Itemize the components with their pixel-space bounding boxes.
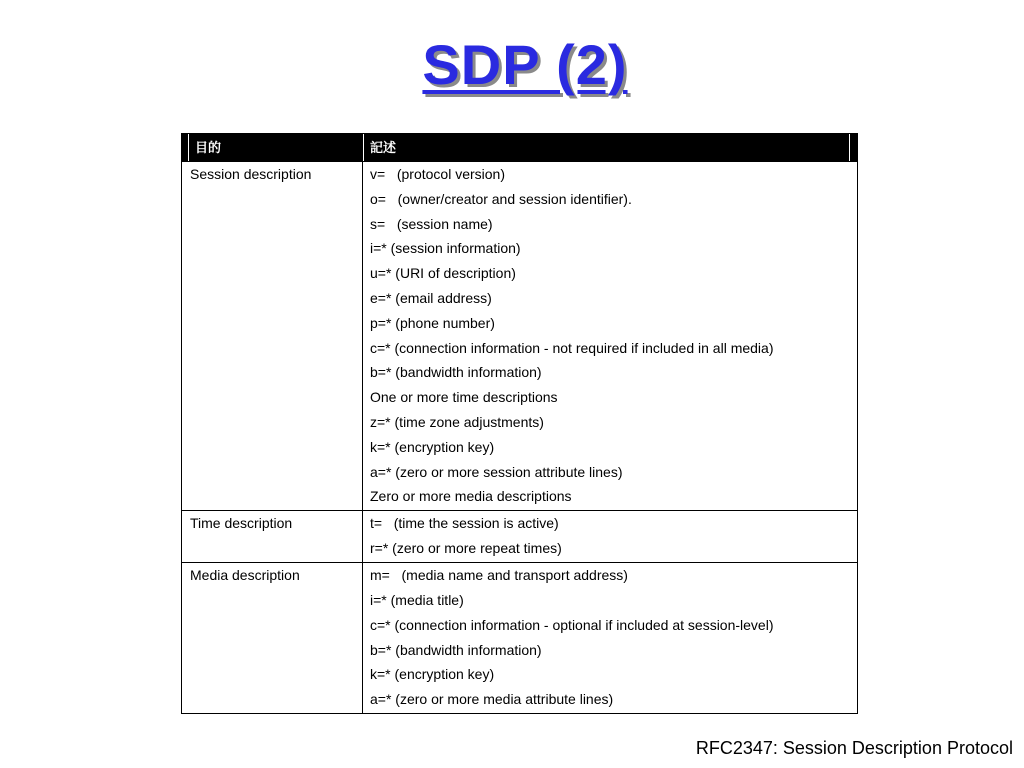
description-line: k=* (encryption key) (370, 438, 495, 455)
description-line: m= (media name and transport address) (370, 567, 628, 584)
table-body (182, 162, 857, 713)
description-line: c=* (connection information - optional if included at session-level) (370, 616, 774, 633)
table-header (182, 134, 857, 162)
description-line: a=* (zero or more session attribute lines) (370, 463, 623, 480)
description-line: b=* (bandwidth information) (370, 364, 542, 381)
sdp-table (181, 133, 858, 714)
row-purpose: Time description (182, 511, 363, 562)
description-line: i=* (session information) (370, 240, 521, 257)
description-line: i=* (media title) (370, 591, 464, 608)
description-line: c=* (connection information - not required if included in all media) (370, 339, 774, 356)
slide-title: SDP (2) (422, 33, 628, 96)
description-line: One or more time descriptions (370, 389, 558, 406)
description-line: s= (session name) (370, 215, 493, 232)
table-row (182, 162, 857, 510)
description-line: u=* (URI of description) (370, 265, 516, 282)
row-description (363, 563, 857, 713)
row-purpose: Media description (182, 563, 363, 713)
description-line: v= (protocol version) (370, 166, 505, 182)
description-line: a=* (zero or more media attribute lines) (370, 691, 614, 708)
description-line: r=* (zero or more repeat times) (370, 540, 562, 557)
description-line: e=* (email address) (370, 289, 492, 306)
description-line: p=* (phone number) (370, 314, 495, 331)
description-line: z=* (time zone adjustments) (370, 413, 544, 430)
header-description: 記述 (363, 134, 857, 161)
header-purpose: 目的 (182, 134, 363, 161)
description-line: b=* (bandwidth information) (370, 641, 542, 658)
slide-footer: RFC2347: Session Description Protocol (695, 738, 1013, 758)
description-line: Zero or more media descriptions (370, 488, 572, 505)
row-description (363, 511, 857, 562)
description-line: o= (owner/creator and session identifier). (370, 190, 632, 207)
row-purpose: Session description (182, 162, 363, 510)
table-row (182, 510, 857, 562)
description-line: k=* (encryption key) (370, 666, 495, 683)
description-line: t= (time the session is active) (370, 515, 559, 532)
table-row (182, 562, 857, 713)
row-description (363, 162, 857, 510)
